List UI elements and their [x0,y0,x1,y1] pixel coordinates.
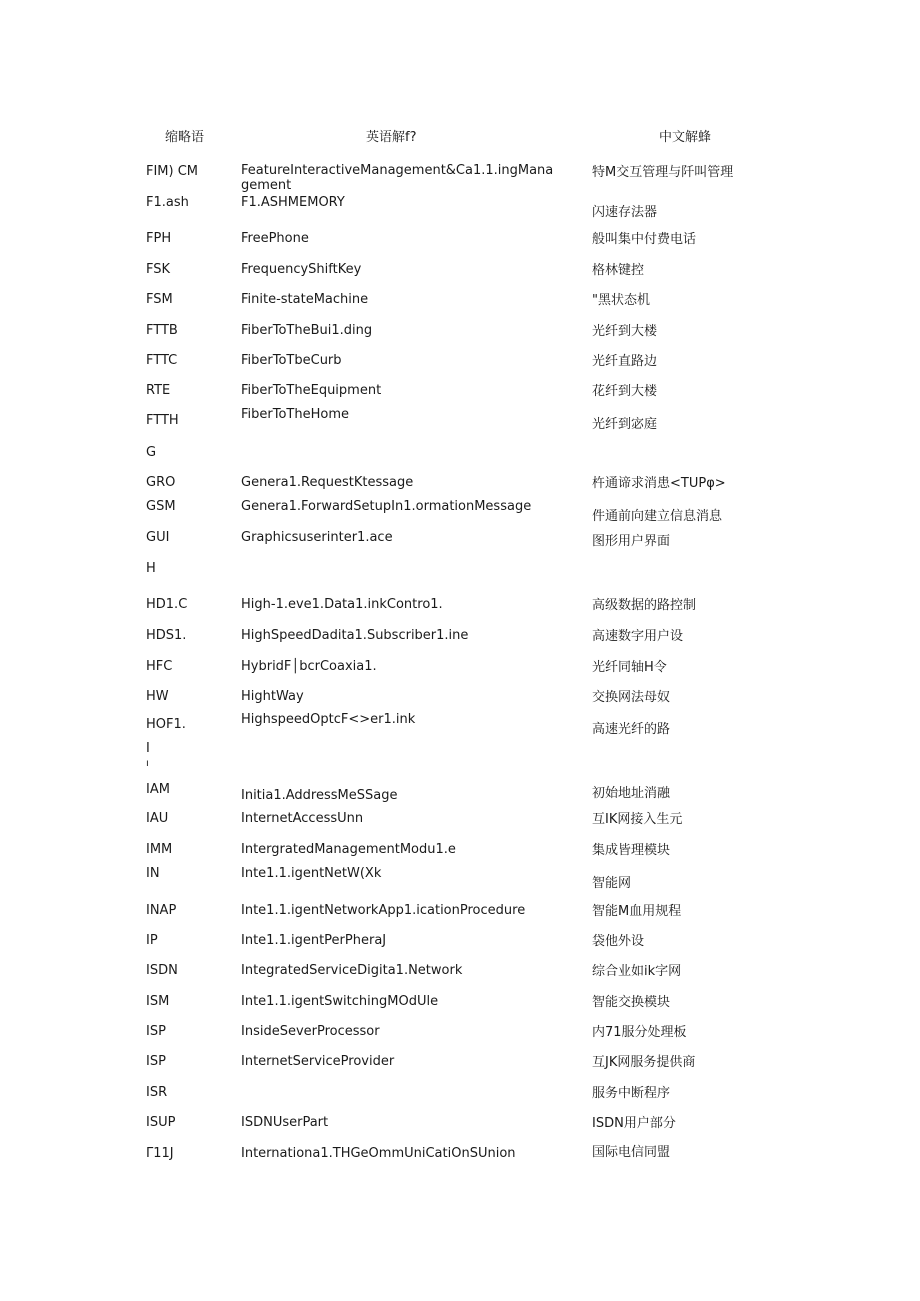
abbr-cell: IAM [146,782,170,797]
chinese-cell: 光纤到大楼 [592,324,658,339]
chinese-cell: 高级数据的路控制 [592,598,697,613]
abbr-cell: GUI [146,530,170,545]
abbr-cell: F1.ash [146,195,189,210]
abbr-cell: FTTC [146,353,178,368]
abbr-cell: HOF1. [146,717,186,732]
english-cell: HybridF│bcrCoaxia1. [241,659,377,674]
chinese-cell: "黑状态机 [592,293,650,308]
abbr-cell: FSM [146,292,173,307]
abbr-cell: FPH [146,231,172,246]
abbr-cell: Γ11J [146,1146,174,1161]
chinese-cell: 杵通谛求消患<TUPφ> [592,476,726,491]
english-cell: FiberToTbeCurb [241,353,342,368]
abbr-cell: FTTB [146,323,178,338]
header-abbr: 缩略语 [165,130,205,145]
chinese-cell: 服务中断程序 [592,1086,671,1101]
english-cell: IntegratedServiceDigita1.Network [241,963,463,978]
english-cell: FiberToTheBui1.ding [241,323,373,338]
stray-mark: ı [146,758,149,769]
chinese-cell: 闪速存法器 [592,205,658,220]
abbr-cell: GSM [146,499,176,514]
chinese-cell: 内71服分处理板 [592,1025,687,1040]
chinese-cell: 集成皆理模块 [592,843,671,858]
header-english: 英语解f? [366,130,417,145]
abbr-cell: ISP [146,1024,166,1039]
abbr-cell: HD1.C [146,597,188,612]
abbr-cell: ISM [146,994,170,1009]
abbr-cell: HW [146,689,169,704]
english-cell: HighspeedOptcF<>er1.ink [241,712,416,727]
english-cell: HighSpeedDadita1.Subscriber1.ine [241,628,469,643]
chinese-cell: 智能网 [592,876,632,891]
abbr-cell: HFC [146,659,173,674]
chinese-cell: 特M交互管理与阡叫管理 [592,165,734,180]
chinese-cell: 般叫集中付费电话 [592,232,697,247]
english-cell: Inte1.1.igentPerPheraJ [241,933,387,948]
abbr-cell: IN [146,866,160,881]
english-cell: IntergratedManagementModu1.e [241,842,456,857]
abbr-cell: FTTH [146,413,179,428]
english-cell: Internationa1.THGeOmmUniCatiOnSUnion [241,1146,516,1161]
abbr-cell: RTE [146,383,171,398]
english-cell: ISDNUserPart [241,1115,329,1130]
abbr-cell: HDS1. [146,628,187,643]
section-letter: G [146,445,157,460]
abbr-cell: GRO [146,475,176,490]
abbr-cell: FIM) CM [146,164,199,179]
chinese-cell: 件通前向建立信息消息 [592,509,723,524]
english-cell: Finite-stateMachine [241,292,369,307]
chinese-cell: 格林键控 [592,263,645,278]
english-cell: FiberToTheEquipment [241,383,382,398]
section-letter: H [146,561,156,576]
chinese-cell: 互IK网接入生元 [592,812,683,827]
english-cell: Graphicsuserinter1.ace [241,530,393,545]
chinese-cell: 高速光纤的路 [592,722,671,737]
chinese-cell: 袋他外设 [592,934,645,949]
english-cell: Genera1.RequestKtessage [241,475,414,490]
english-cell: High-1.eve1.Data1.inkContro1. [241,597,443,612]
abbr-cell: ISP [146,1054,166,1069]
chinese-cell: 花纤到大楼 [592,384,658,399]
chinese-cell: 综合业如ik字网 [592,964,682,979]
chinese-cell: 国际电信同盟 [592,1145,671,1160]
english-cell: InternetServiceProvider [241,1054,395,1069]
english-cell: F1.ASHMEMORY [241,195,345,210]
english-cell: HightWay [241,689,304,704]
english-cell: Genera1.ForwardSetupIn1.ormationMessage [241,499,532,514]
chinese-cell: 智能交换模块 [592,995,671,1010]
english-cell: Inte1.1.igentSwitchingMOdUle [241,994,439,1009]
chinese-cell: 图形用户界面 [592,534,671,549]
abbr-cell: IMM [146,842,173,857]
chinese-cell: 光纤到宓庭 [592,417,658,432]
chinese-cell: 互JK网服务提供商 [592,1055,696,1070]
english-cell: FrequencyShiftKey [241,262,362,277]
abbr-cell: ISR [146,1085,168,1100]
abbr-cell: INAP [146,903,177,918]
chinese-cell: 初始地址消融 [592,786,671,801]
section-letter: I [146,741,150,756]
english-cell: InsideSeverProcessor [241,1024,380,1039]
chinese-cell: 高速数字用户设 [592,629,684,644]
english-cell: InternetAccessUnn [241,811,364,826]
chinese-cell: 光纤同轴H令 [592,660,667,675]
header-chinese: 中文解蜂 [659,130,712,145]
abbr-cell: ISDN [146,963,178,978]
english-cell: Inte1.1.igentNetworkApp1.icationProcedure [241,903,526,918]
english-cell: FreePhone [241,231,309,246]
abbr-cell: FSK [146,262,171,277]
chinese-cell: 光纤直路边 [592,354,658,369]
chinese-cell: ISDN用户部分 [592,1116,676,1131]
abbr-cell: ISUP [146,1115,176,1130]
chinese-cell: 交换网法母奴 [592,690,671,705]
english-cell: FeatureInteractiveManagement&Ca1.1.ingManagement [241,163,554,193]
chinese-cell: 智能M血用规程 [592,904,682,919]
english-cell: Initia1.AddressMeSSage [241,788,398,803]
abbr-cell: IAU [146,811,169,826]
english-cell: FiberToTheHome [241,407,349,422]
english-cell: Inte1.1.igentNetW(Xk [241,866,382,881]
abbr-cell: IP [146,933,158,948]
